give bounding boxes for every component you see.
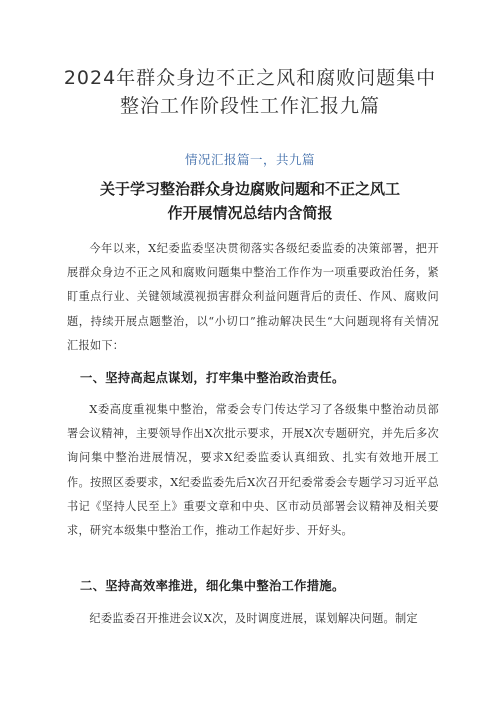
section-heading-2: 二、坚持高效率推进，细化集中整治工作措施。: [80, 579, 345, 593]
report-subheading: 情况汇报篇一，共九篇: [184, 152, 315, 167]
article-title-line-1: 关于学习整治群众身边腐败问题和不正之风工: [99, 180, 400, 198]
document-title-line-1: 2024年群众身边不正之风和腐败问题集中: [63, 67, 437, 89]
document-title-line-2: 整治工作阶段性工作汇报九篇: [119, 95, 380, 117]
section-1-paragraph: X委高度重视集中整治，常委会专门传达学习了各级集中整治动员部署会议精神，主要领导作出X次批示要求，开展X次专题研究，并先后多次询问集中整治进展情况，要求X纪委监委认真细致、扎实有效地开展工作。按照区委要求，X纪委监委先后X次召开纪委常委会专题学习习近平总书记《坚持人民至上》重要文章和中央、区市动员部署会议精神及相关要求，研究本级集中整治工作，推动工作起好步、开好头。: [67, 403, 439, 538]
section-2-paragraph: 纪委监委召开推进会议X次，及时调度进展，谋划解决问题。制定: [89, 612, 418, 625]
section-heading-1: 一、坚持高起点谋划，打牢集中整治政治责任。: [80, 371, 345, 385]
article-title-line-2: 作开展情况总结内含简报: [167, 204, 333, 222]
intro-paragraph: 今年以来，X纪委监委坚决贯彻落实各级纪委监委的决策部署，把开展群众身边不正之风和腐败问题集中整治工作作为一项重要政治任务，紧盯重点行业、关键领域漠视损害群众利益问题背后的责任、作风、腐败问题，持续开展点题整治，以“小切口”推动解决民生“大问题现将有关情况汇报如下：: [67, 242, 439, 352]
